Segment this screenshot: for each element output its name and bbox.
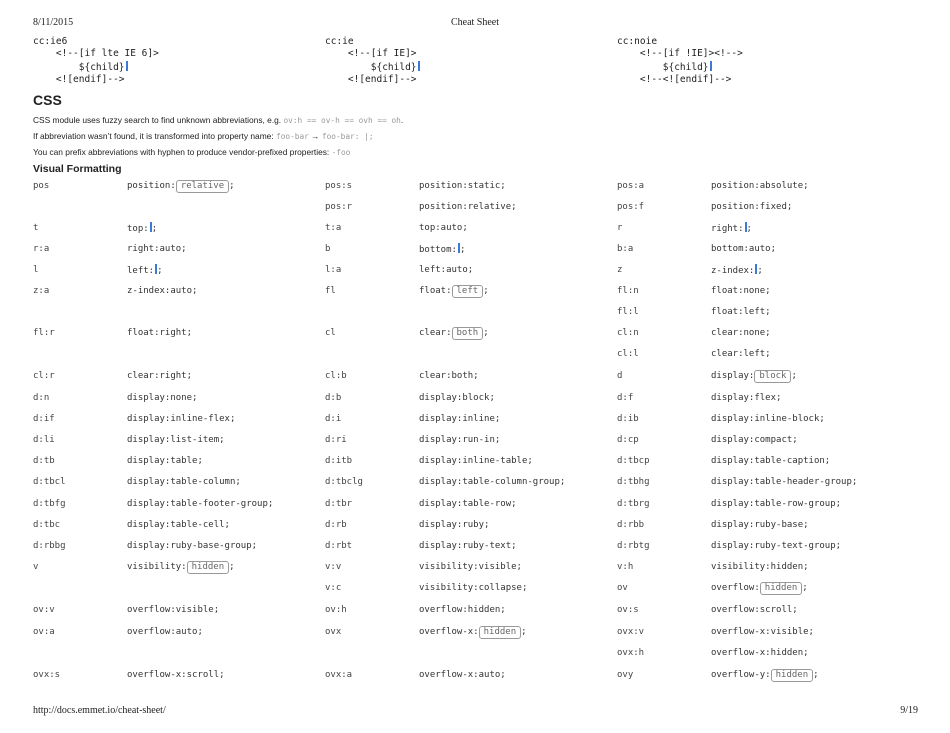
abbreviation-cell: cl:l bbox=[617, 349, 639, 359]
abbreviation-cell: d:ib bbox=[617, 414, 639, 424]
abbreviation-cell: ov bbox=[617, 583, 628, 593]
expansion-cell: display:inline-table; bbox=[419, 456, 533, 466]
property-suffix: ; bbox=[791, 371, 797, 381]
abbreviation-cell: v bbox=[33, 562, 39, 572]
abbreviation-cell: ovx:v bbox=[617, 627, 645, 637]
snippet-line-text: ${child} bbox=[33, 61, 125, 73]
expansion-cell: clear:right; bbox=[127, 371, 193, 381]
placeholder-value: both bbox=[452, 327, 484, 340]
expansion-cell: overflow-x:auto; bbox=[419, 670, 506, 680]
expansion-cell: overflow:hidden; bbox=[419, 605, 506, 615]
para-text: You can prefix abbreviations with hyphen to produce vendor-prefixed properties: bbox=[33, 147, 332, 157]
placeholder-value: hidden bbox=[771, 669, 814, 682]
abbreviation-cell: l bbox=[33, 265, 39, 275]
property-prefix: float: bbox=[419, 286, 452, 296]
snippet-block bbox=[325, 36, 420, 86]
snippet-line-text: ${child} bbox=[617, 61, 709, 73]
code-sample: foo-bar bbox=[276, 132, 309, 141]
abbreviation-cell: z:a bbox=[33, 286, 50, 296]
property-suffix: ; bbox=[802, 583, 808, 593]
property-prefix: overflow-y: bbox=[711, 670, 771, 680]
property-name-paragraph bbox=[33, 131, 374, 142]
snippet-abbreviation: cc:ie bbox=[325, 36, 354, 47]
property-suffix: ; bbox=[746, 224, 752, 234]
expansion-cell: display:compact; bbox=[711, 435, 798, 445]
abbreviation-cell: v:h bbox=[617, 562, 634, 572]
expansion-cell: display:table; bbox=[127, 456, 203, 466]
snippet-line bbox=[33, 74, 159, 86]
code-sample: == bbox=[339, 116, 359, 125]
abbreviation-cell: fl bbox=[325, 286, 336, 296]
abbreviation-cell: d:rbt bbox=[325, 541, 353, 551]
abbreviation-cell: fl:r bbox=[33, 328, 55, 338]
expansion-cell: float:right; bbox=[127, 328, 193, 338]
abbreviation-cell: fl:l bbox=[617, 307, 639, 317]
abbreviation-cell: d:tbhg bbox=[617, 477, 650, 487]
code-sample: ovh bbox=[358, 116, 373, 125]
abbreviation-cell: b bbox=[325, 244, 331, 254]
expansion-cell: clear:none; bbox=[711, 328, 771, 338]
expansion-cell: overflow:auto; bbox=[127, 627, 203, 637]
property-suffix: ; bbox=[757, 266, 763, 276]
abbreviation-cell: pos:r bbox=[325, 202, 353, 212]
property-prefix: z-index: bbox=[711, 266, 755, 276]
snippet-abbreviation: cc:ie6 bbox=[33, 36, 68, 47]
snippet-block bbox=[33, 36, 159, 86]
snippet-line-text: <!--[if !IE]><!--> bbox=[617, 48, 743, 60]
expansion-cell: display:table-column-group; bbox=[419, 477, 566, 487]
expansion-cell: display:table-column; bbox=[127, 477, 241, 487]
property-prefix: display: bbox=[711, 371, 755, 381]
property-suffix: ; bbox=[521, 627, 527, 637]
property-prefix: clear: bbox=[419, 328, 452, 338]
para-text: If abbreviation wasn’t found, it is transformed into property name: bbox=[33, 131, 276, 141]
expansion-cell: left:auto; bbox=[419, 265, 474, 275]
abbreviation-cell: pos bbox=[33, 181, 50, 191]
abbreviation-cell: d:tbcl bbox=[33, 477, 66, 487]
snippet-line bbox=[33, 48, 159, 60]
property-suffix: ; bbox=[229, 181, 235, 191]
property-prefix: position: bbox=[127, 181, 176, 191]
abbreviation-cell: d:tbcp bbox=[617, 456, 650, 466]
page-date: 8/11/2015 bbox=[33, 17, 74, 28]
abbreviation-cell: ov:h bbox=[325, 605, 347, 615]
code-sample: -foo bbox=[331, 148, 351, 157]
abbreviation-cell: ov:v bbox=[33, 605, 55, 615]
abbreviation-cell: fl:n bbox=[617, 286, 639, 296]
expansion-cell: display:block; bbox=[419, 393, 495, 403]
expansion-cell: overflow:scroll; bbox=[711, 605, 798, 615]
abbreviation-cell: d:i bbox=[325, 414, 342, 424]
abbreviation-cell: d:rbtg bbox=[617, 541, 650, 551]
expansion-cell: display:ruby-text-group; bbox=[711, 541, 842, 551]
para-text: CSS module uses fuzzy search to find unknown abbreviations, e.g. bbox=[33, 115, 284, 125]
abbreviation-cell: d:ri bbox=[325, 435, 347, 445]
abbreviation-cell: d:tbfg bbox=[33, 499, 66, 509]
css-heading: CSS bbox=[33, 92, 62, 108]
snippet-line bbox=[325, 48, 420, 60]
abbreviation-cell: v:c bbox=[325, 583, 342, 593]
abbreviation-cell: ovx bbox=[325, 627, 342, 637]
abbreviation-cell: t bbox=[33, 223, 39, 233]
expansion-cell: display:flex; bbox=[711, 393, 782, 403]
expansion-cell: display:run-in; bbox=[419, 435, 501, 445]
snippet-line-text: <!--[if lte IE 6]> bbox=[33, 48, 159, 60]
property-suffix: ; bbox=[483, 286, 489, 296]
property-suffix: ; bbox=[813, 670, 819, 680]
abbreviation-cell: t:a bbox=[325, 223, 342, 233]
abbreviation-cell: d:f bbox=[617, 393, 634, 403]
arrow-icon: → bbox=[308, 131, 322, 141]
code-sample: oh bbox=[391, 116, 401, 125]
placeholder-value: hidden bbox=[760, 582, 803, 595]
expansion-cell: overflow-x:hidden; bbox=[711, 648, 809, 658]
abbreviation-cell: cl:r bbox=[33, 371, 55, 381]
expansion-cell: display:ruby-base; bbox=[711, 520, 809, 530]
property-prefix: overflow: bbox=[711, 583, 760, 593]
expansion-cell: display:inline-flex; bbox=[127, 414, 236, 424]
abbreviation-cell: d:itb bbox=[325, 456, 353, 466]
property-suffix: ; bbox=[229, 562, 235, 572]
expansion-cell bbox=[711, 222, 752, 235]
abbreviation-cell: ov:s bbox=[617, 605, 639, 615]
abbreviation-cell: v:v bbox=[325, 562, 342, 572]
property-prefix: bottom: bbox=[419, 245, 457, 255]
fuzzy-search-paragraph bbox=[33, 115, 403, 126]
visual-formatting-heading: Visual Formatting bbox=[33, 163, 122, 175]
snippet-line bbox=[617, 48, 743, 60]
property-suffix: ; bbox=[157, 266, 163, 276]
expansion-cell: display:table-row; bbox=[419, 499, 517, 509]
snippet-line-text: ${child} bbox=[325, 61, 417, 73]
abbreviation-cell: d:tbclg bbox=[325, 477, 363, 487]
page-url: http://docs.emmet.io/cheat-sheet/ bbox=[33, 705, 166, 716]
abbreviation-cell: b:a bbox=[617, 244, 634, 254]
abbreviation-cell: d:b bbox=[325, 393, 342, 403]
caret-icon bbox=[418, 61, 420, 71]
expansion-cell: display:ruby; bbox=[419, 520, 490, 530]
expansion-cell: position:relative; bbox=[419, 202, 517, 212]
expansion-cell: clear:left; bbox=[711, 349, 771, 359]
placeholder-value: hidden bbox=[479, 626, 522, 639]
abbreviation-cell: d:cp bbox=[617, 435, 639, 445]
expansion-cell bbox=[127, 264, 163, 277]
snippet-line-text: <![endif]--> bbox=[33, 73, 125, 85]
expansion-cell bbox=[711, 264, 763, 277]
caret-icon bbox=[126, 61, 128, 71]
code-sample: ov-h bbox=[321, 116, 340, 125]
property-suffix: ; bbox=[483, 328, 489, 338]
expansion-cell: position:fixed; bbox=[711, 202, 793, 212]
abbreviation-cell: r:a bbox=[33, 244, 50, 254]
property-prefix: right: bbox=[711, 224, 744, 234]
expansion-cell: bottom:auto; bbox=[711, 244, 777, 254]
expansion-cell: visibility:hidden; bbox=[711, 562, 809, 572]
snippet-line-text: <!--[if IE]> bbox=[325, 48, 417, 60]
snippet-block bbox=[617, 36, 743, 86]
property-prefix: top: bbox=[127, 224, 149, 234]
abbreviation-cell: d:rbb bbox=[617, 520, 645, 530]
abbreviation-cell: pos:a bbox=[617, 181, 645, 191]
expansion-cell bbox=[711, 582, 808, 595]
vendor-prefix-paragraph bbox=[33, 147, 350, 158]
expansion-cell: right:auto; bbox=[127, 244, 187, 254]
abbreviation-cell: d:tbr bbox=[325, 499, 353, 509]
placeholder-value: block bbox=[754, 370, 791, 383]
caret-icon bbox=[710, 61, 712, 71]
expansion-cell: display:table-row-group; bbox=[711, 499, 842, 509]
expansion-cell: display:inline-block; bbox=[711, 414, 825, 424]
placeholder-value: left bbox=[452, 285, 484, 298]
expansion-cell: display:table-header-group; bbox=[711, 477, 858, 487]
expansion-cell: display:ruby-base-group; bbox=[127, 541, 258, 551]
property-prefix: overflow-x: bbox=[419, 627, 479, 637]
abbreviation-cell: r bbox=[617, 223, 623, 233]
snippet-line bbox=[33, 61, 159, 74]
expansion-cell bbox=[127, 222, 157, 235]
abbreviation-cell: d:n bbox=[33, 393, 50, 403]
abbreviation-cell: ovx:s bbox=[33, 670, 61, 680]
expansion-cell: display:ruby-text; bbox=[419, 541, 517, 551]
snippet-line bbox=[617, 61, 743, 74]
expansion-cell: visibility:visible; bbox=[419, 562, 522, 572]
abbreviation-cell: ovx:h bbox=[617, 648, 645, 658]
expansion-cell: position:static; bbox=[419, 181, 506, 191]
expansion-cell: display:list-item; bbox=[127, 435, 225, 445]
placeholder-value: relative bbox=[176, 180, 229, 193]
property-suffix: ; bbox=[459, 245, 466, 255]
abbreviation-cell: d:tbc bbox=[33, 520, 61, 530]
expansion-cell: z-index:auto; bbox=[127, 286, 198, 296]
expansion-cell: display:inline; bbox=[419, 414, 501, 424]
abbreviation-cell: cl:b bbox=[325, 371, 347, 381]
code-sample: foo-bar: |; bbox=[321, 132, 374, 141]
page-title: Cheat Sheet bbox=[450, 17, 500, 28]
abbreviation-cell: ov:a bbox=[33, 627, 55, 637]
abbreviation-cell: d:tb bbox=[33, 456, 55, 466]
expansion-cell bbox=[419, 243, 465, 256]
para-text: . bbox=[400, 115, 404, 125]
abbreviation-cell: ovx:a bbox=[325, 670, 353, 680]
page-number: 9/19 bbox=[900, 705, 918, 716]
expansion-cell bbox=[419, 285, 489, 298]
abbreviation-cell: cl bbox=[325, 328, 336, 338]
expansion-cell: visibility:collapse; bbox=[419, 583, 528, 593]
snippet-line bbox=[325, 61, 420, 74]
expansion-cell: clear:both; bbox=[419, 371, 479, 381]
abbreviation-cell: d:rb bbox=[325, 520, 347, 530]
expansion-cell bbox=[127, 561, 235, 574]
property-prefix: left: bbox=[127, 266, 155, 276]
abbreviation-cell: d:tbrg bbox=[617, 499, 650, 509]
expansion-cell bbox=[419, 327, 489, 340]
property-suffix: ; bbox=[151, 224, 158, 234]
expansion-cell: display:table-cell; bbox=[127, 520, 230, 530]
snippet-line-text: <![endif]--> bbox=[325, 73, 417, 85]
snippet-line bbox=[617, 74, 743, 86]
abbreviation-cell: cl:n bbox=[617, 328, 639, 338]
expansion-cell: display:table-caption; bbox=[711, 456, 831, 466]
expansion-cell: position:absolute; bbox=[711, 181, 809, 191]
expansion-cell: overflow:visible; bbox=[127, 605, 220, 615]
abbreviation-cell: z bbox=[617, 265, 623, 275]
property-prefix: visibility: bbox=[127, 562, 187, 572]
expansion-cell: overflow-x:visible; bbox=[711, 627, 814, 637]
code-sample: ov:h bbox=[283, 116, 303, 125]
expansion-cell: top:auto; bbox=[419, 223, 468, 233]
abbreviation-cell: pos:f bbox=[617, 202, 645, 212]
abbreviation-cell: d:if bbox=[33, 414, 55, 424]
snippet-abbreviation: cc:noie bbox=[617, 36, 658, 47]
abbreviation-cell: d:li bbox=[33, 435, 55, 445]
expansion-cell bbox=[711, 370, 797, 383]
expansion-cell bbox=[419, 626, 527, 639]
code-sample: == bbox=[372, 116, 392, 125]
abbreviation-cell: d bbox=[617, 371, 623, 381]
expansion-cell: display:table-footer-group; bbox=[127, 499, 274, 509]
snippet-line bbox=[325, 74, 420, 86]
abbreviation-cell: l:a bbox=[325, 265, 342, 275]
expansion-cell: float:left; bbox=[711, 307, 771, 317]
expansion-cell: display:none; bbox=[127, 393, 198, 403]
expansion-cell: overflow-x:scroll; bbox=[127, 670, 225, 680]
abbreviation-cell: pos:s bbox=[325, 181, 353, 191]
snippet-line-text: <!--<![endif]--> bbox=[617, 73, 732, 85]
expansion-cell bbox=[711, 669, 819, 682]
expansion-cell: float:none; bbox=[711, 286, 771, 296]
abbreviation-cell: d:rbbg bbox=[33, 541, 66, 551]
abbreviation-cell: ovy bbox=[617, 670, 634, 680]
placeholder-value: hidden bbox=[187, 561, 230, 574]
code-sample: == bbox=[302, 116, 322, 125]
expansion-cell bbox=[127, 180, 235, 193]
